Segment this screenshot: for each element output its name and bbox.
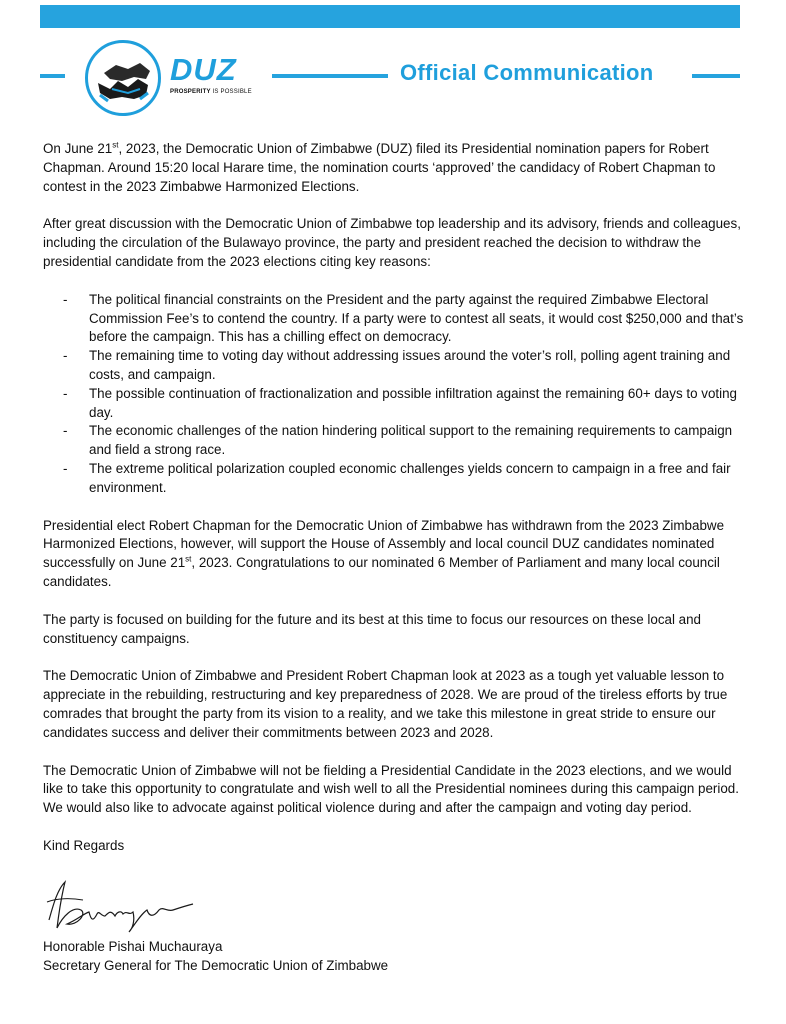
signature-block <box>43 938 388 976</box>
signer-name: Honorable Pishai Muchauraya <box>43 939 223 954</box>
bullet-dash: - <box>63 385 68 401</box>
letterhead <box>0 30 786 130</box>
list-item-text: The economic challenges of the nation hindering political support to the remaining requirements to campaign and field a strong race. <box>89 423 733 458</box>
date-ordinal-suffix: st <box>112 140 119 150</box>
top-banner-bar <box>40 5 740 28</box>
paragraph-3-rest: , 2023. Congratulations to our nominated 6 Member of Parliament and many local council candidates. <box>43 555 720 589</box>
paragraph-1 <box>43 140 746 196</box>
paragraph-1-rest: , 2023, the Democratic Union of Zimbabwe (DUZ) filed its Presidential nomination papers for Robert Chapman. Around 15:20 local Harare time, the nomination courts ‘approved’ the candidacy of Robert Chapman to contest in the 2023 Zimbabwe Harmonized Elections. <box>43 141 716 194</box>
tagline-rest: IS POSSIBLE <box>210 89 252 95</box>
list-item <box>43 385 746 423</box>
list-item <box>43 460 746 498</box>
list-item-text: The political financial constraints on the President and the party against the required Zimbabwe Electoral Commission Fee’s to contend the country. If a party were to contest all seats, it would cost $250,000 and that’s before the campaign. This has a chilling effect on democracy. <box>89 291 744 345</box>
reasons-list <box>43 291 746 498</box>
date-ordinal-suffix: st <box>185 554 192 564</box>
list-item <box>43 291 746 347</box>
tagline-bold: PROSPERITY <box>170 89 211 95</box>
bullet-dash: - <box>63 423 68 439</box>
document-title: Official Communication <box>400 60 654 85</box>
header-rule-right <box>692 74 740 78</box>
paragraph-2: After great discussion with the Democratic Union of Zimbabwe top leadership and its advisory, friends and colleagues, including the circulation of the Bulawayo province, the party and president reached the decision to withdraw the presidential candidate from the 2023 elections citing key reasons: <box>43 216 741 269</box>
list-item-text: The possible continuation of fractionalization and possible infiltration against the remaining 60+ days to voting day. <box>89 385 737 420</box>
letter-body <box>43 140 746 856</box>
bullet-dash: - <box>63 460 68 476</box>
duz-logo-emblem <box>85 40 161 116</box>
closing-salutation: Kind Regards <box>43 837 125 853</box>
handwritten-signature <box>43 876 203 936</box>
clasped-hands-icon <box>88 43 158 113</box>
paragraph-5: The Democratic Union of Zimbabwe and President Robert Chapman look at 2023 as a tough yet valuable lesson to appreciate in the rebuilding, restructuring and key preparedness of 2028. We are proud of the tireless efforts by true comrades that brought the party from its vision to a reality, and we take this milestone in great stride to ensure our candidates success and deliver their commitments between 2023 and 2028. <box>43 668 728 740</box>
paragraph-3-start: Presidential elect Robert Chapman for the Democratic Union of Zimbabwe has withdrawn from the 2023 Zimbabwe Harmonized Elections, however, will support the House of Assembly and local council DUZ candidates nominated successfully on June 21 <box>43 517 725 571</box>
header-rule-middle <box>272 74 388 78</box>
logo-wordmark: DUZ <box>170 52 237 87</box>
bullet-dash: - <box>63 348 68 364</box>
paragraph-4: The party is focused on building for the future and its best at this time to focus our resources on these local and constituency campaigns. <box>43 611 701 646</box>
paragraph-3 <box>43 517 746 592</box>
signer-title: Secretary General for The Democratic Union of Zimbabwe <box>43 957 389 973</box>
list-item-text: The extreme political polarization coupled economic challenges yields concern to campaign in a free and fair environment. <box>89 460 731 495</box>
list-item-text: The remaining time to voting day without addressing issues around the voter’s roll, polling agent training and costs, and campaign. <box>89 348 731 382</box>
list-item <box>43 422 746 460</box>
logo-tagline <box>170 89 252 95</box>
header-rule-left <box>40 74 65 78</box>
paragraph-1-start: On June 21 <box>43 141 113 156</box>
bullet-dash: - <box>63 291 68 307</box>
paragraph-6: The Democratic Union of Zimbabwe will not be fielding a Presidential Candidate in the 2023 elections, and we would like to take this opportunity to congratulate and wish well to all the Presidential nominees during this campaign period. We would also like to advocate against political violence during and after the campaign and voting day period. <box>43 762 739 816</box>
list-item <box>43 347 746 385</box>
